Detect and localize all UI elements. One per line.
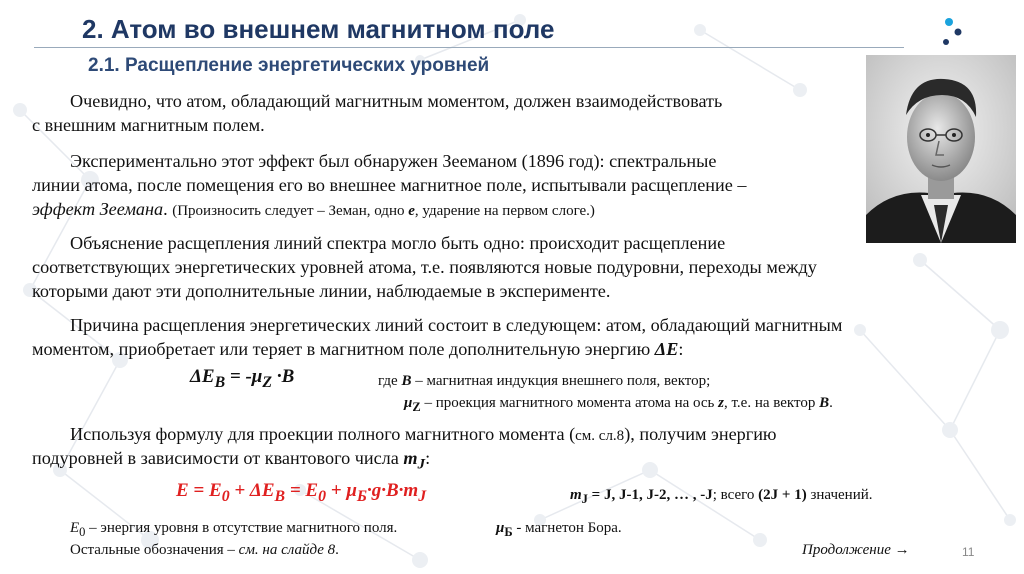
paragraph-3-line-3: которыми дают эти дополнительные линии, наблюдаемые в эксперименте. [32,281,611,301]
note-e0: $E_0$ – энергия уровня в отсутствие магнитного поля. [70,520,398,539]
slide-subtitle: 2.1. Расщепление энергетических уровней [88,55,490,76]
paragraph-3-line-1: Объяснение расщепления линий спектра могло быть одно: происходит расщепление [70,233,726,253]
paragraph-1-line-2: с внешним магнитным полем. [32,115,265,135]
paragraph-3-line-2: соответствующих энергетических уровней атома, т.е. появляются новые подуровни, переходы между [32,257,817,277]
paragraph-5-line-2: подуровней в зависимости от квантового числа $m_J$: [32,448,431,473]
paragraph-1-line-1: Очевидно, что атом, обладающий магнитным моментом, должен взаимодействовать [70,91,723,111]
page-number: 11 [962,545,975,559]
formula-note-induction: где B – магнитная индукция внешнего поля, вектор; [378,373,711,389]
continue-link[interactable]: Продолжение → [802,542,910,558]
formula-note-projection: $\mu_Z$ – проекция магнитного момента атома на ось z, т.е. на вектор B. [404,395,833,414]
pronunciation-note: (Произносить следует – Земан, одно е, ударение на первом слоге.) [172,203,595,219]
paragraph-2-line-3: эффект Зеемана. (Произносить следует – Земан, одно е, ударение на первом слоге.) [32,199,595,219]
note-bohr-magneton: $\mu_Б$ - магнетон Бора. [496,520,622,539]
note-other-symbols: Остальные обозначения – см. на слайде 8. [70,542,339,558]
paragraph-5-line-1: Используя формулу для проекции полного магнитного момента (см. сл.8), получим энергию [70,424,777,444]
logo-dots-icon [936,16,966,46]
paragraph-4-line-2: моментом, приобретает или теряет в магнитном поле дополнительную энергию ΔE: [32,339,684,359]
formula-energy-shift: $\Delta E_B = -\mu_Z \cdot B$ [190,366,295,391]
paragraph-4-line-1: Причина расщепления энергетических линий состоит в следующем: атом, обладающий магнитным [70,315,843,335]
slide-title: 2. Атом во внешнем магнитном поле [82,14,555,44]
title-divider [34,47,904,48]
paragraph-2-line-2: линии атома, после помещения его во внешнее магнитное поле, испытывали расщепление – [32,175,747,195]
paragraph-2-line-1: Экспериментально этот эффект был обнаружен Зееманом (1896 год): спектральные [70,151,717,171]
portrait-photo [866,55,1016,243]
formula-sublevel-energy: $E = E_0 + \Delta E_B = E_0 + \mu_Б\cdot g\cdot B\cdot m_J$ [176,480,427,505]
formula-mj-values: $m_J = J$, J-1, J-2, … , -J; всего (2J + 1) значений. [570,487,873,506]
zeeman-effect-term: эффект Зеемана [32,199,164,219]
